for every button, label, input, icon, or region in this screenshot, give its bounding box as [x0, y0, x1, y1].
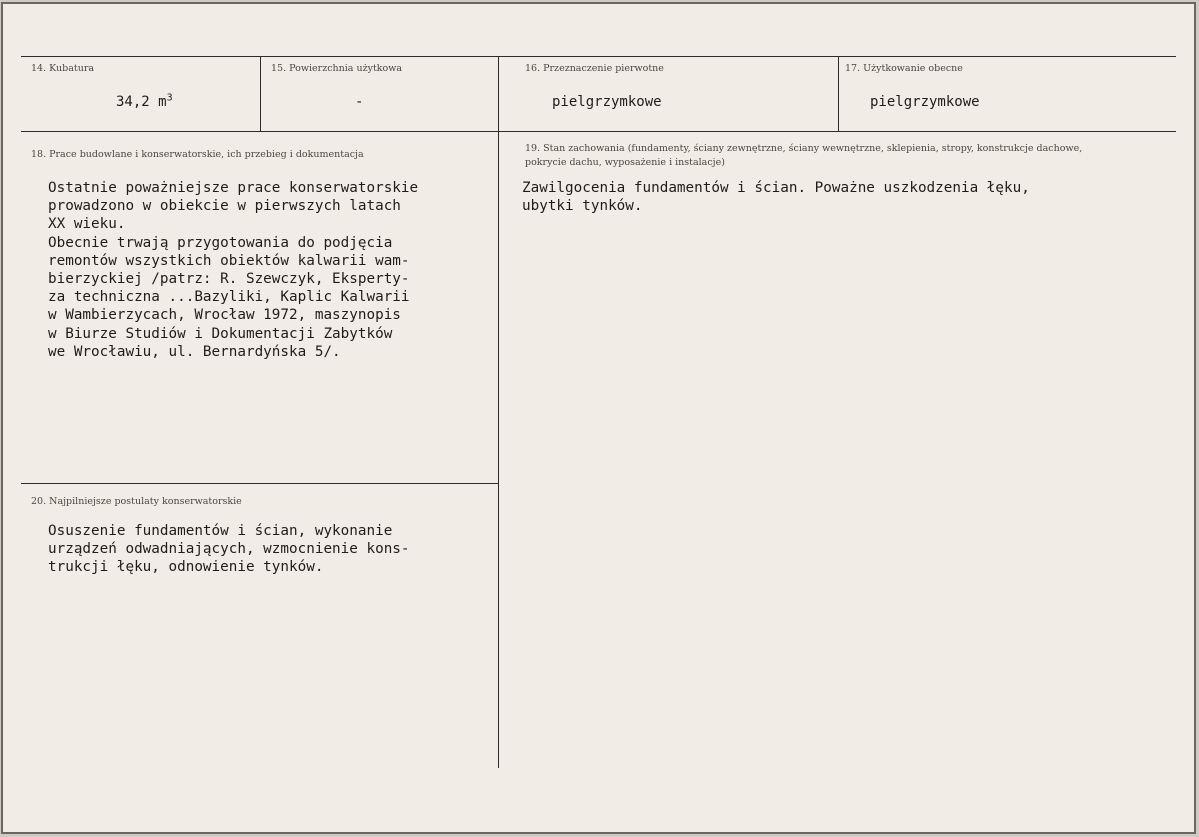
divider-14-15 [260, 56, 261, 132]
field-18-line: Ostatnie poważniejsze prace konserwatorskie [48, 180, 419, 196]
section-20-rule [21, 483, 498, 484]
field-18-line: prowadzono w obiekcie w pierwszych latach [48, 198, 401, 215]
field-18-line: w Wambierzycach, Wrocław 1972, maszynopis [48, 307, 401, 324]
top-rule [21, 56, 1176, 57]
record-card [1, 2, 1196, 834]
field-20-line: trukcji łęku, odnowienie tynków. [48, 559, 324, 576]
field-20-label: 20. Najpilniejsze postulaty konserwatorskie [31, 496, 242, 507]
field-17-label: 17. Użytkowanie obecne [845, 63, 963, 74]
field-18-line: XX wieku. [48, 216, 126, 233]
field-20-line: urządzeń odwadniających, wzmocnienie kons- [48, 541, 410, 558]
field-18-line: we Wrocławiu, ul. Bernardyńska 5/. [48, 343, 341, 360]
field-19-label: 19. Stan zachowania (fundamenty, ściany zewnętrzne, ściany wewnętrzne, sklepienia, stropy, konstrukcje dachowe, pokrycie dachu, wyposażenie i instalacje) [525, 143, 1083, 168]
field-14-value-unit-exponent: 3 [166, 92, 173, 104]
divider-16-17 [838, 56, 839, 132]
field-19-line: Zawilgocenia fundamentów i ścian. Poważne uszkodzenia łęku, [522, 180, 1030, 196]
header-row-rule [21, 131, 1176, 132]
field-14-value [116, 94, 173, 110]
field-18-line: za techniczna ...Bazyliki, Kaplic Kalwarii [48, 289, 410, 306]
field-14-value-text: 34,2 m [116, 94, 167, 110]
field-18-line: remontów wszystkich obiektów kalwarii wam- [48, 252, 410, 269]
field-18-line: Obecnie trwają przygotowania do podjęcia [48, 234, 393, 251]
field-18-label: 18. Prace budowlane i konserwatorskie, ich przebieg i dokumentacja [31, 149, 364, 160]
field-20-line: Osuszenie fundamentów i ścian, wykonanie [48, 523, 393, 539]
field-18-line: bierzyckiej /patrz: R. Szewczyk, Eksperty- [48, 271, 410, 288]
field-16-value: pielgrzymkowe [552, 94, 662, 110]
field-18-line: w Biurze Studiów i Dokumentacji Zabytków [48, 325, 393, 342]
field-17-value: pielgrzymkowe [870, 94, 980, 110]
field-14-label: 14. Kubatura [31, 63, 95, 74]
field-16-label: 16. Przeznaczenie pierwotne [525, 63, 664, 74]
field-20-text [48, 522, 410, 577]
field-19-text [522, 179, 1030, 215]
divider-15-16 [498, 56, 499, 768]
field-18-text [48, 179, 418, 361]
field-19-line: ubytki tynków. [522, 198, 643, 215]
field-15-label: 15. Powierzchnia użytkowa [271, 63, 403, 74]
field-15-value: - [355, 94, 364, 110]
